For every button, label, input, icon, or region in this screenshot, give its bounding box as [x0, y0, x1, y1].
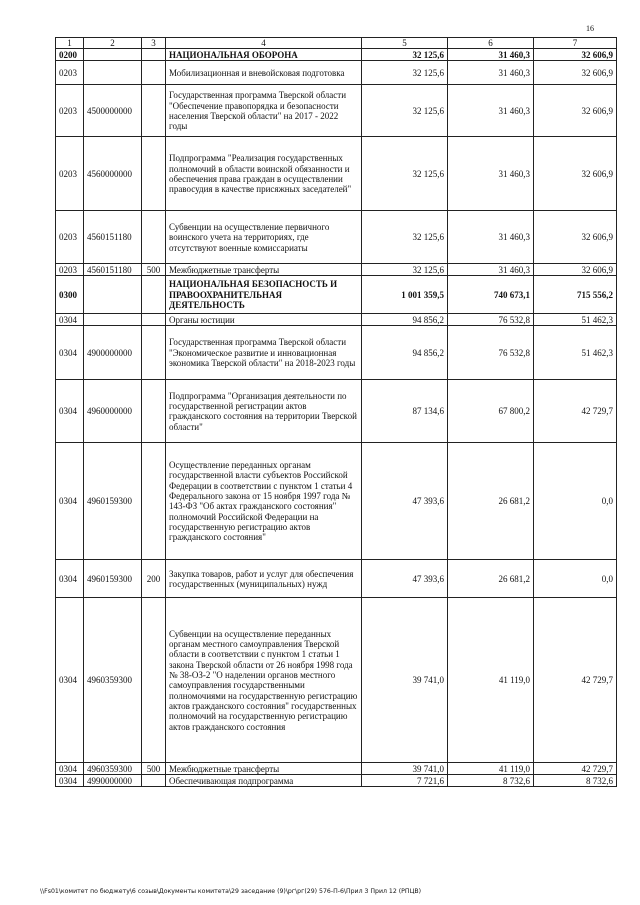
amount-col-6: 76 532,8 [448, 326, 534, 380]
section-code: 0304 [56, 775, 84, 787]
target-article [84, 61, 142, 85]
amount-col-5: 39 741,0 [362, 763, 448, 775]
section-code: 0203 [56, 137, 84, 211]
expense-type: 200 [142, 560, 166, 598]
amount-col-7: 32 606,9 [534, 137, 617, 211]
amount-col-5: 7 721,6 [362, 775, 448, 787]
table-row [56, 380, 617, 443]
expense-type [142, 775, 166, 787]
section-code: 0200 [56, 49, 84, 61]
section-code: 0203 [56, 61, 84, 85]
amount-col-6: 26 681,2 [448, 443, 534, 560]
amount-col-6: 740 673,1 [448, 276, 534, 314]
row-description: Мобилизационная и вневойсковая подготовка [166, 61, 362, 85]
page-number: 16 [586, 24, 594, 33]
expense-type: 500 [142, 763, 166, 775]
amount-col-7: 51 462,3 [534, 314, 617, 326]
expense-type [142, 314, 166, 326]
section-code: 0304 [56, 560, 84, 598]
amount-col-5: 94 856,2 [362, 314, 448, 326]
target-article: 4560151180 [84, 211, 142, 264]
table-row [56, 598, 617, 763]
target-article: 4960000000 [84, 380, 142, 443]
table-row [56, 264, 617, 276]
section-code: 0203 [56, 264, 84, 276]
expense-type [142, 49, 166, 61]
target-article [84, 276, 142, 314]
table-row [56, 560, 617, 598]
table-row [56, 326, 617, 380]
amount-col-7: 32 606,9 [534, 211, 617, 264]
section-code: 0304 [56, 763, 84, 775]
expense-type [142, 137, 166, 211]
row-description: Органы юстиции [166, 314, 362, 326]
expense-type: 500 [142, 264, 166, 276]
amount-col-5: 32 125,6 [362, 61, 448, 85]
target-article: 4960159300 [84, 560, 142, 598]
target-article: 4960359300 [84, 598, 142, 763]
amount-col-7: 42 729,7 [534, 598, 617, 763]
amount-col-7: 32 606,9 [534, 85, 617, 137]
section-code: 0304 [56, 443, 84, 560]
expense-type [142, 380, 166, 443]
row-description: Межбюджетные трансферты [166, 763, 362, 775]
row-description: Государственная программа Тверской области "Обеспечение правопорядка и безопасности населения Тверской области" на 2017 - 2022 годы [166, 85, 362, 137]
column-header: 4 [166, 38, 362, 49]
amount-col-6: 31 460,3 [448, 61, 534, 85]
table-header-row [56, 38, 617, 49]
amount-col-5: 32 125,6 [362, 264, 448, 276]
column-header: 6 [448, 38, 534, 49]
row-description: Межбюджетные трансферты [166, 264, 362, 276]
target-article: 4900000000 [84, 326, 142, 380]
target-article: 4960359300 [84, 763, 142, 775]
budget-table [55, 37, 617, 787]
table-row [56, 775, 617, 787]
column-header: 3 [142, 38, 166, 49]
amount-col-5: 32 125,6 [362, 85, 448, 137]
table-row [56, 49, 617, 61]
target-article: 4560000000 [84, 137, 142, 211]
table-row [56, 85, 617, 137]
target-article: 4560151180 [84, 264, 142, 276]
amount-col-7: 32 606,9 [534, 264, 617, 276]
amount-col-7: 32 606,9 [534, 49, 617, 61]
amount-col-7: 715 556,2 [534, 276, 617, 314]
expense-type [142, 276, 166, 314]
document-file-path: \\Fs01\комитет по бюджету\6 созыв\Документы комитета\29 заседание (9)\рг\рг(29) 576-П-6\Прил 3 Прил 12 (РПЦВ) [40, 888, 422, 895]
table-row [56, 276, 617, 314]
table-row [56, 763, 617, 775]
column-header: 7 [534, 38, 617, 49]
row-description: Субвенции на осуществление первичного воинского учета на территориях, где отсутствуют военные комиссариаты [166, 211, 362, 264]
section-code: 0203 [56, 211, 84, 264]
row-description: Государственная программа Тверской области "Экономическое развитие и инновационная экономика Тверской области" на 2018-2023 годы [166, 326, 362, 380]
amount-col-6: 31 460,3 [448, 264, 534, 276]
amount-col-6: 41 119,0 [448, 598, 534, 763]
amount-col-5: 32 125,6 [362, 211, 448, 264]
expense-type [142, 85, 166, 137]
section-code: 0304 [56, 314, 84, 326]
amount-col-6: 31 460,3 [448, 211, 534, 264]
section-code: 0304 [56, 598, 84, 763]
row-description: Субвенции на осуществление переданных органам местного самоуправления Тверской области в соответствии с пунктом 1 статьи 1 закона Тверской области от 26 ноября 1998 года № 38-ОЗ-2 "О наделении органов местного самоуправления государственными полномочиями на государственную регистрацию актов гражданского состояния" государственных полномочий на государственную регистрацию актов гражданского состояния [166, 598, 362, 763]
row-description: Осуществление переданных органам государственной власти субъектов Российской Федерации в соответствии с пунктом 1 статьи 4 Федерального закона от 15 ноября 1997 года № 143-ФЗ "Об актах гражданского состояния" полномочий Российской Федерации на государственную регистрацию актов гражданского состояния" [166, 443, 362, 560]
amount-col-7: 32 606,9 [534, 61, 617, 85]
expense-type [142, 598, 166, 763]
amount-col-7: 42 729,7 [534, 763, 617, 775]
column-header: 2 [84, 38, 142, 49]
amount-col-7: 51 462,3 [534, 326, 617, 380]
amount-col-6: 31 460,3 [448, 137, 534, 211]
amount-col-5: 32 125,6 [362, 137, 448, 211]
target-article: 4990000000 [84, 775, 142, 787]
row-description: НАЦИОНАЛЬНАЯ БЕЗОПАСНОСТЬ И ПРАВООХРАНИТЕЛЬНАЯ ДЕЯТЕЛЬНОСТЬ [166, 276, 362, 314]
amount-col-7: 8 732,6 [534, 775, 617, 787]
row-description: Подпрограмма "Реализация государственных полномочий в области воинской обязанности и обеспечения права граждан в осуществлении правосудия в качестве присяжных заседателей" [166, 137, 362, 211]
table-row [56, 61, 617, 85]
column-header: 5 [362, 38, 448, 49]
expense-type [142, 443, 166, 560]
target-article [84, 49, 142, 61]
amount-col-5: 32 125,6 [362, 49, 448, 61]
amount-col-5: 87 134,6 [362, 380, 448, 443]
amount-col-6: 41 119,0 [448, 763, 534, 775]
amount-col-6: 8 732,6 [448, 775, 534, 787]
section-code: 0300 [56, 276, 84, 314]
target-article: 4500000000 [84, 85, 142, 137]
amount-col-7: 0,0 [534, 443, 617, 560]
amount-col-6: 26 681,2 [448, 560, 534, 598]
target-article: 4960159300 [84, 443, 142, 560]
table-row [56, 314, 617, 326]
target-article [84, 314, 142, 326]
amount-col-5: 39 741,0 [362, 598, 448, 763]
table-row [56, 211, 617, 264]
amount-col-5: 94 856,2 [362, 326, 448, 380]
column-header: 1 [56, 38, 84, 49]
table-row [56, 443, 617, 560]
expense-type [142, 61, 166, 85]
row-description: Закупка товаров, работ и услуг для обеспечения государственных (муниципальных) нужд [166, 560, 362, 598]
amount-col-6: 31 460,3 [448, 49, 534, 61]
row-description: Обеспечивающая подпрограмма [166, 775, 362, 787]
amount-col-6: 31 460,3 [448, 85, 534, 137]
row-description: Подпрограмма "Организация деятельности по государственной регистрации актов гражданского состояния на территории Тверской области" [166, 380, 362, 443]
amount-col-7: 0,0 [534, 560, 617, 598]
section-code: 0304 [56, 380, 84, 443]
expense-type [142, 211, 166, 264]
row-description: НАЦИОНАЛЬНАЯ ОБОРОНА [166, 49, 362, 61]
amount-col-5: 47 393,6 [362, 560, 448, 598]
section-code: 0203 [56, 85, 84, 137]
amount-col-5: 47 393,6 [362, 443, 448, 560]
amount-col-6: 76 532,8 [448, 314, 534, 326]
amount-col-6: 67 800,2 [448, 380, 534, 443]
table-row [56, 137, 617, 211]
amount-col-5: 1 001 359,5 [362, 276, 448, 314]
amount-col-7: 42 729,7 [534, 380, 617, 443]
expense-type [142, 326, 166, 380]
section-code: 0304 [56, 326, 84, 380]
